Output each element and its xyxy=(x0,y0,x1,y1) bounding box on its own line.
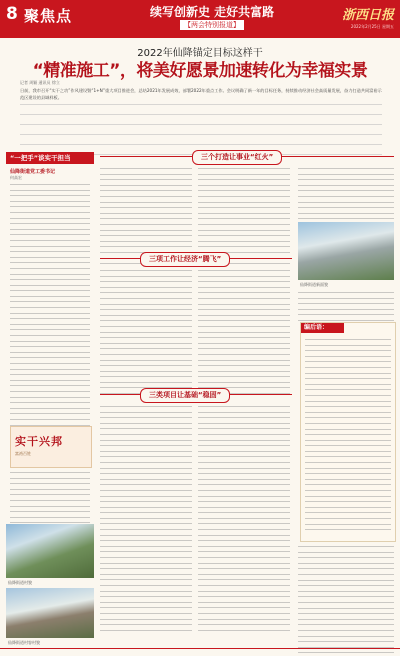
left-photo-2-caption: 仙降街道村容村貌 xyxy=(8,640,40,645)
sidebar-column xyxy=(6,152,94,648)
section-3-col-1 xyxy=(100,406,192,635)
section-2-col-1 xyxy=(100,270,192,399)
sidebar-text xyxy=(10,184,90,430)
section-1-col-3 xyxy=(298,168,394,230)
section-header-1 xyxy=(100,150,394,164)
section-1-label: 三个打造让事业“红火” xyxy=(192,150,282,165)
page-footer xyxy=(0,648,400,656)
section-header-2 xyxy=(100,252,292,266)
masthead xyxy=(0,0,400,38)
text-lines xyxy=(20,114,382,122)
sidebar-author: 何高宏 xyxy=(10,175,22,180)
section-3-col-2 xyxy=(198,406,290,635)
article-byline: 记者 周颖 通讯员 徐立 xyxy=(20,80,60,85)
sidebar-tag: “一把手”谈实干担当 xyxy=(6,152,94,164)
newspaper-logo: 浙西日报 xyxy=(341,8,394,23)
lead-text: 日前，我市召开“实干之功”作风建设暨“1+N”重大项目推进会，总结2021年发展成效，部署2022年重点工作。会议明确了新一年的目标任务，持续推动经济社会高质量发展，奋力打造共同富裕示范区建设的县域样板。 xyxy=(20,88,382,100)
calligraphy-box xyxy=(10,426,92,468)
calligraphy-text: 实干兴邦 xyxy=(15,435,63,448)
section-2-label: 三项工作让经济“腾飞” xyxy=(140,252,230,267)
text-lines xyxy=(20,104,382,112)
left-photo-2 xyxy=(6,588,94,638)
text-lines xyxy=(20,134,382,142)
special-report-badge: 【两会特别报道】 xyxy=(180,20,244,30)
section-2-col-3 xyxy=(298,292,394,326)
page-number: 8 xyxy=(6,4,18,24)
calligraphy-subtext: 富裕百姓 xyxy=(15,451,31,456)
sidebar-title: 仙降街道党工委书记 xyxy=(10,169,56,175)
date-line: 2022年2月25日 星期五 xyxy=(350,24,394,29)
editor-note-text xyxy=(305,339,391,535)
editor-note-box xyxy=(300,322,396,542)
left-photo-1 xyxy=(6,524,94,578)
slogan: 续写创新史 走好共富路 xyxy=(150,5,275,19)
section-header-3 xyxy=(100,388,292,402)
right-photo-1-caption: 仙降街道新面貌 xyxy=(300,282,328,287)
right-photo-1 xyxy=(298,222,394,280)
article-headline: “精准施工”，将美好愿景加速转化为幸福实景 xyxy=(32,61,368,81)
editor-note-heading: 编后语： xyxy=(301,323,344,333)
left-photo-1-caption: 仙降街道村貌 xyxy=(8,580,32,585)
section-2-col-2 xyxy=(198,270,290,399)
sidebar-text-2 xyxy=(10,472,90,528)
text-lines xyxy=(20,124,382,132)
article-subtitle: 2022年仙降锚定目标这样干 xyxy=(137,48,263,59)
section-3-label: 三类项目让基础“稳固” xyxy=(140,388,230,403)
section-3-col-3 xyxy=(298,546,394,656)
section-title: 聚焦点 xyxy=(24,7,73,25)
